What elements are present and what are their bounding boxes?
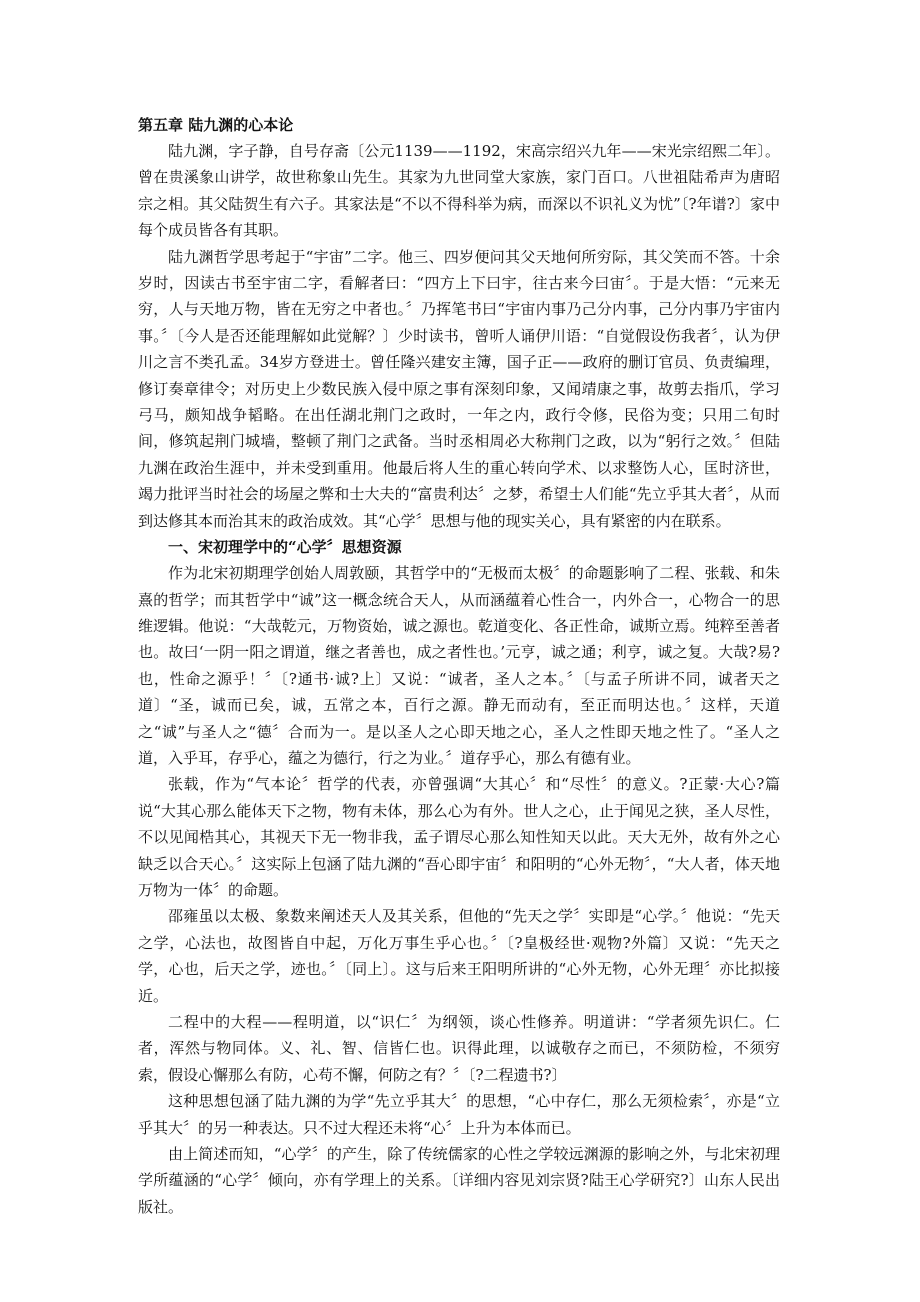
section-paragraph-cheng-mingdao: 二程中的大程——程明道，以“识仁〞为纲领，谈心性修养。明道讲：“学者须先识仁。仁者，浑然与物同体。义、礼、智、信皆仁也。识得此理，以诚敬存之而已，不须防检，不须穷索，假设心懈那么有防，心苟不懈，何防之有？〞〔?二程遗书?〕 — [138, 1013, 780, 1084]
intro-paragraph-biography: 陆九渊，字子静，自号存斋〔公元1139——1192，宋高宗绍兴九年——宋光宗绍熙二年〕。曾在贵溪象山讲学，故世称象山先生。其家为九世同堂大家族，家门百口。八世祖陆希声为唐昭宗之相。其父陆贺生有六子。其家法是“不以不得科举为病，而深以不识礼义为忧”〔?年谱?〕家中每个成员皆各有其职。 — [138, 142, 780, 240]
chapter-title: 第五章 陆九渊的心本论 — [138, 116, 294, 134]
section-paragraph-zhou-dunyi: 作为北宋初期理学创始人周敦颐，其哲学中的“无极而太极〞的命题影响了二程、张载、和朱熹的哲学；而其哲学中“诚”这一概念统合天人，从而涵蕴着心性合一，内外合一，心物合一的思维逻辑。他说：“大哉乾元，万物资始，诚之源也。乾道变化、各正性命，诚斯立焉。纯粹至善者也。故曰‘一阴一阳之谓道，继之者善也，成之者性也。’元亨，诚之通；利亨，诚之复。大哉?易?也，性命之源乎！〞〔?通书·诚?上〕又说：“诚者，圣人之本。〞〔与孟子所讲不同，诚者天之道〕“圣，诚而已矣，诚，五常之本，百行之源。静无而动有，至正而明达也。〞这样，天道之“诚”与圣人之“德〞合而为一。是以圣人之心即天地之心，圣人之性即天地之性了。“圣人之道，入乎耳，存乎心，蕴之为德行，行之为业。〞道存乎心，那么有德有业。 — [138, 564, 780, 767]
section-paragraph-shao-yong: 邵雍虽以太极、象数来阐述天人及其关系，但他的“先天之学〞实即是“心学。〞他说：“先天之学，心法也，故图皆自中起，万化万事生乎心也。〞〔?皇极经世·观物?外篇〕又说：“先天之学，心也，后天之学，迹也。〞〔同上〕。这与后来王阳明所讲的“心外无物，心外无理〞亦比拟接近。 — [138, 907, 780, 1005]
document-page — [138, 112, 780, 1220]
intro-paragraph-philosophy: 陆九渊哲学思考起于“宇宙”二字。他三、四岁便问其父天地何所穷际，其父笑而不答。十余岁时，因读古书至宇宙二字，看解者曰：“四方上下曰宇，往古来今曰宙〞。于是大悟：“元来无穷，人与天地万物，皆在无穷之中者也。〞乃挥笔书曰“宇宙内事乃己分内事，己分内事乃宇宙内事。〞〔今人是否还能理解如此觉解？〕少时读书，曾听人诵伊川语：“自觉假设伤我者〞，认为伊川之言不类孔孟。34岁方登进士。曾任隆兴建安主簿，国子正——政府的删订官员、负责编理，修订奏章律令；对历史上少数民族入侵中原之事有深刻印象，又闻靖康之事，故剪去指爪，学习弓马，颇知战争韬略。在出任湖北荆门之政时，一年之内，政行令修，民俗为变；只用二旬时间，修筑起荆门城墙，整顿了荆门之武备。当时丞相周必大称荆门之政，以为“躬行之效。〞但陆九渊在政治生涯中，并未受到重用。他最后将人生的重心转向学术、以求整饬人心，匡时济世，竭力批评当时社会的场屋之弊和士大夫的“富贵利达〞之梦，希望士人们能“先立乎其大者〞，从而到达修其本而治其末的政治成效。其“心学〞思想与他的现实关心，具有紧密的内在联系。 — [138, 247, 780, 530]
section-title: 一、宋初理学中的“心学〞思想资源 — [168, 538, 402, 557]
section-paragraph-comparison: 这种思想包涵了陆九渊的为学“先立乎其大〞的思想，“心中存仁，那么无须检索〞，亦是“立乎其大〞的另一种表达。只不过大程还未将“心〞上升为本体而已。 — [138, 1092, 780, 1137]
section-paragraph-conclusion: 由上简述而知，“心学〞的产生，除了传统儒家的心性之学较远渊源的影响之外，与北宋初理学所蕴涵的“心学〞倾向，亦有学理上的关系。〔详细内容见刘宗贤?陆王心学研究?〕山东人民出版社。 — [138, 1145, 780, 1216]
section-paragraph-zhang-zai: 张载，作为“气本论〞哲学的代表，亦曾强调“大其心〞和“尽性〞的意义。?正蒙·大心?篇说“大其心那么能体天下之物，物有未体，那么心为有外。世人之心，止于闻见之狭，圣人尽性，不以见闻梏其心，其视天下无一物非我，孟子谓尽心那么知性知天以此。天大无外，故有外之心缺乏以合天心。〞这实际上包涵了陆九渊的“吾心即宇宙〞和阳明的“心外无物〞，“大人者，体天地万物为一体〞的命题。 — [138, 775, 780, 899]
